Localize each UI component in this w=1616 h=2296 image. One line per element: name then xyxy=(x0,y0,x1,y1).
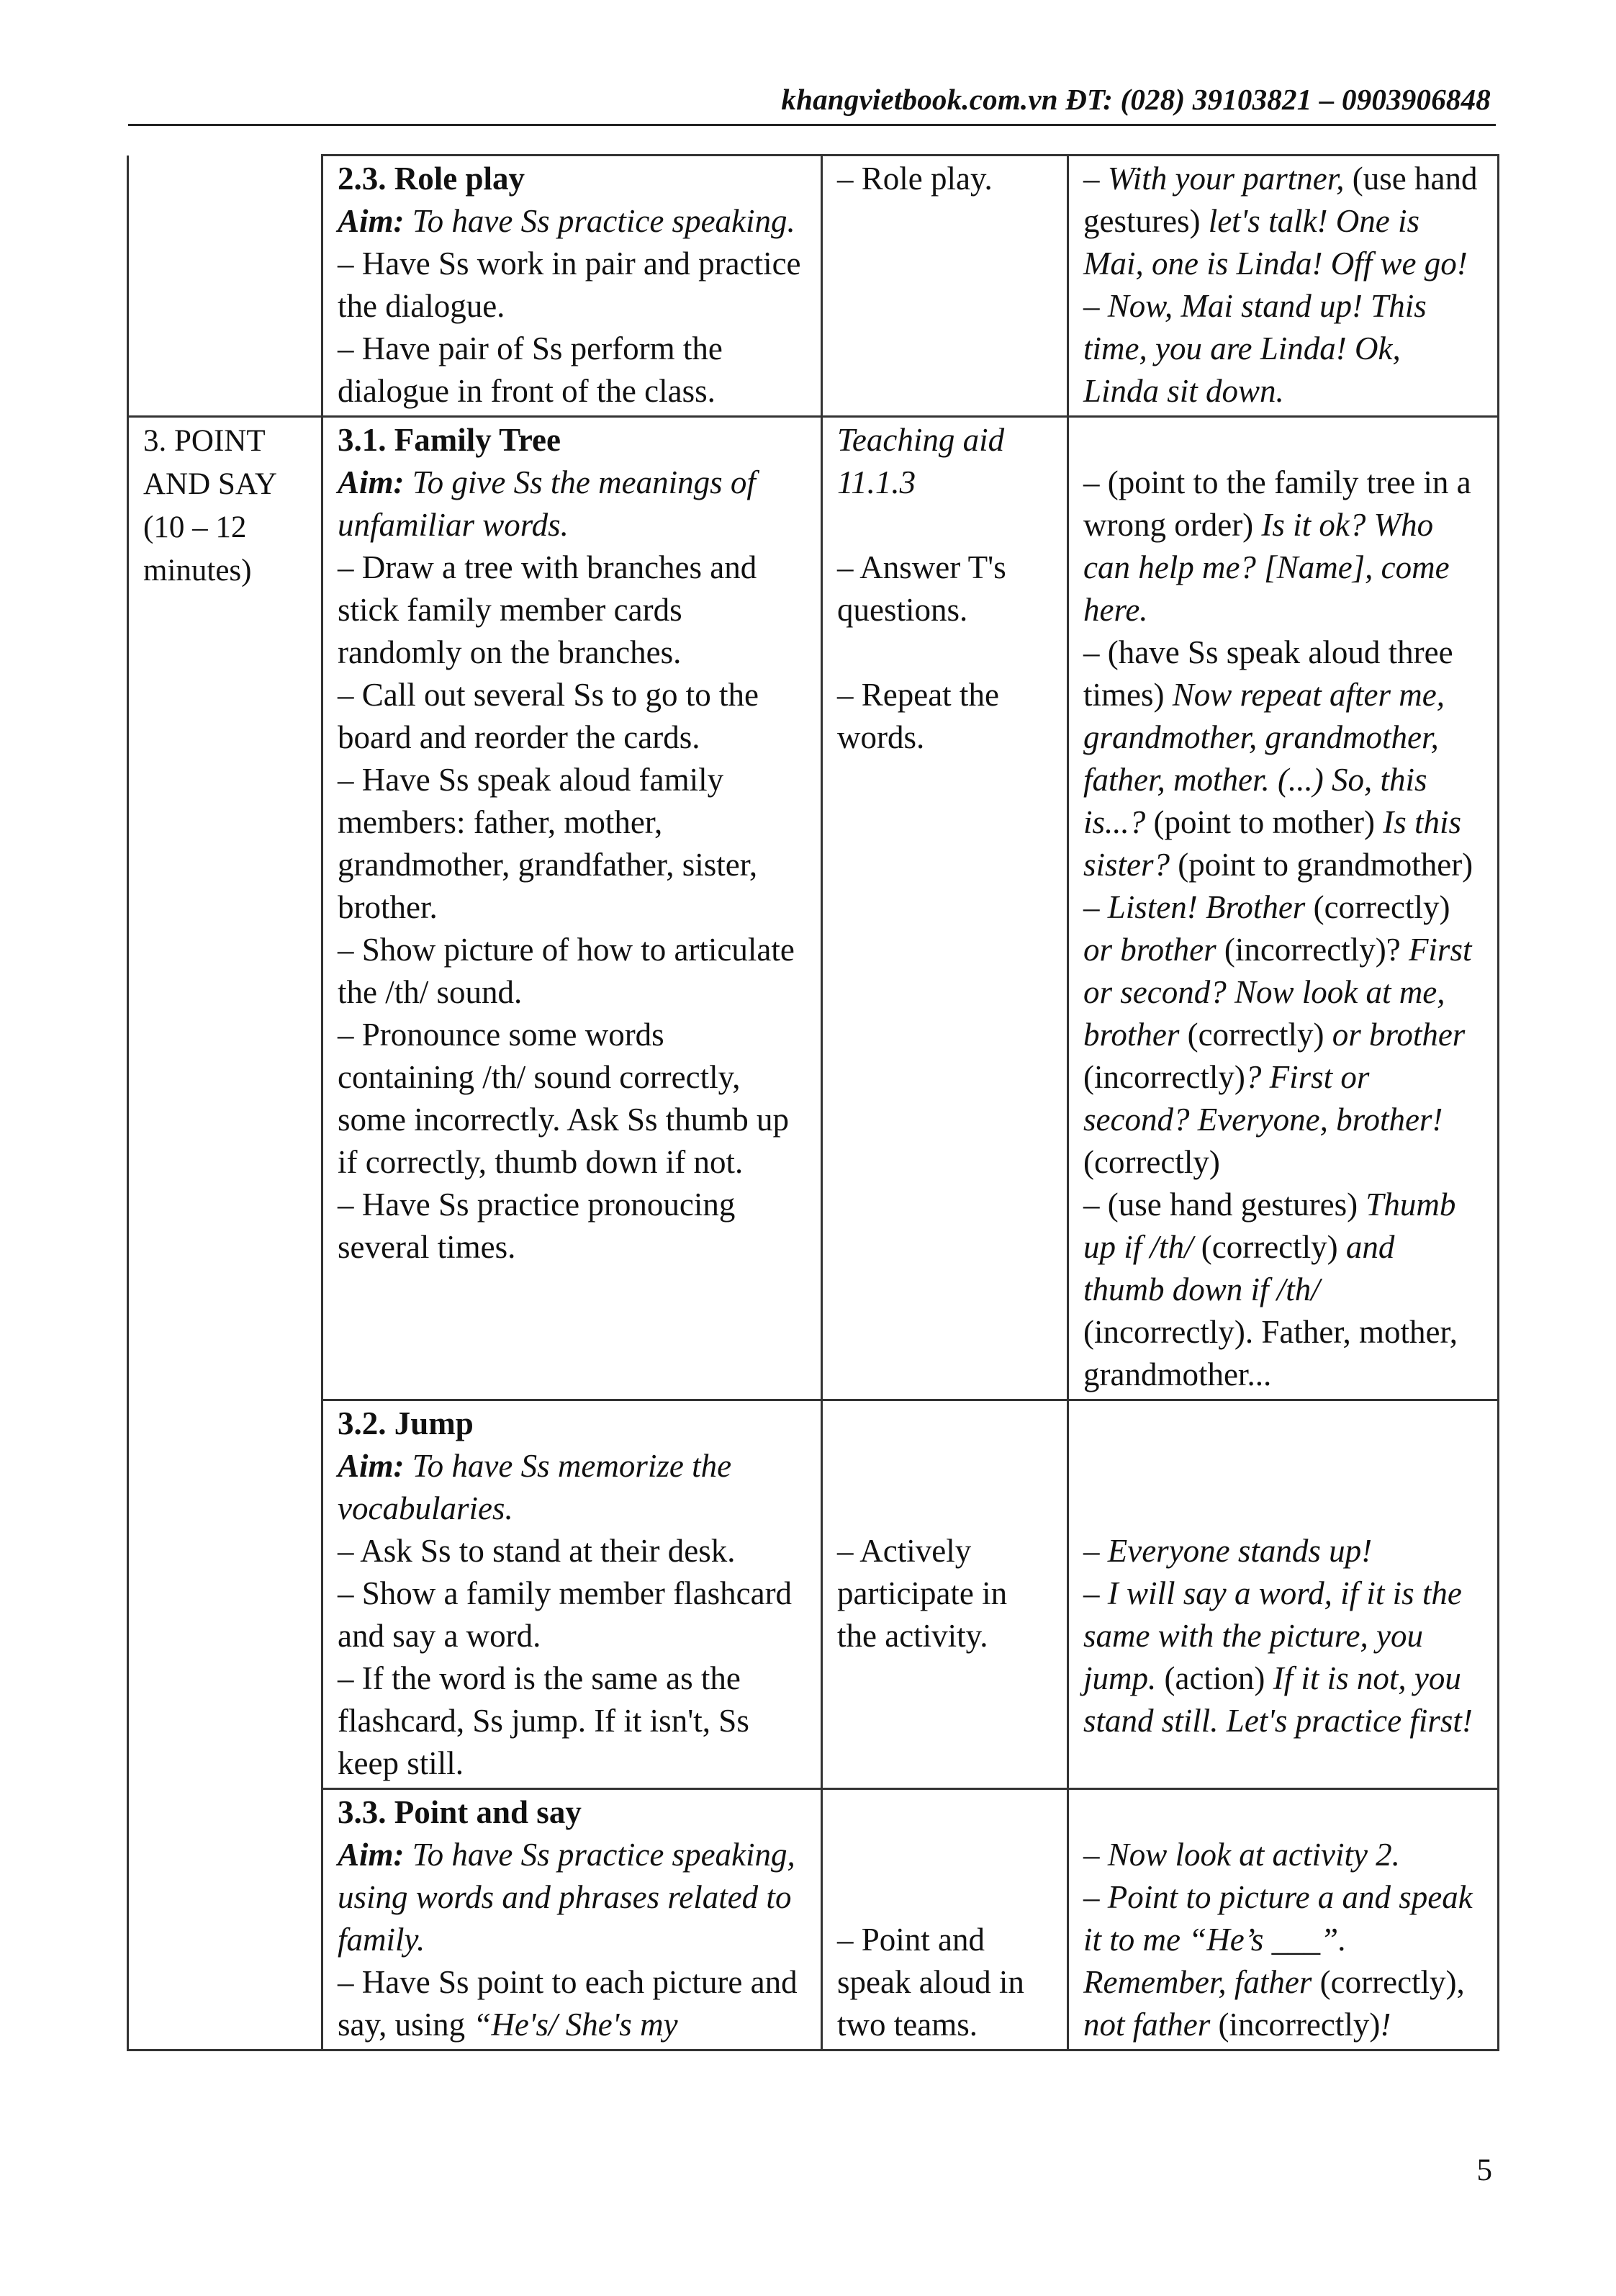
activity-aim: Aim: To have Ss memorize the vocabularies. xyxy=(338,1448,732,1526)
activity-aim: Aim: To have Ss practice speaking. xyxy=(338,203,795,239)
language-line: – Now, Mai stand up! This time, you are Linda! Ok, Linda sit down. xyxy=(1083,288,1427,409)
student-step: – Repeat the words. xyxy=(837,677,999,755)
language-line: – (point to the family tree in a wrong order) Is it ok? Who can help me? [Name], come here. xyxy=(1083,464,1471,628)
teacher-activity-cell xyxy=(322,1400,822,1789)
language-cell xyxy=(1068,1789,1499,2050)
teacher-step: – Have Ss practice pronoucing several times. xyxy=(338,1187,736,1265)
page-number: 5 xyxy=(1476,2153,1492,2187)
page-header: khangvietbook.com.vn ĐT: (028) 39103821 – 0903906848 xyxy=(781,83,1491,116)
activity-title: 3.2. Jump xyxy=(338,1405,474,1441)
stage-label: 3. POINT AND SAY (10 – 12 minutes) xyxy=(143,424,277,587)
language-line: – Listen! Brother (correctly) or brother (incorrectly)? First or second? Now look at me, brother (correctly) or brother (incorrectly)? First or second? Everyone, brother! (correctly) xyxy=(1083,889,1472,1180)
activity-title: 3.3. Point and say xyxy=(338,1794,582,1830)
teacher-step: – Have Ss work in pair and practice the dialogue. xyxy=(338,246,801,324)
language-line: – (use hand gestures) Thumb up if /th/ (correctly) and thumb down if /th/ (incorrectly). Father, mother, grandmother... xyxy=(1083,1187,1458,1392)
language-cell xyxy=(1068,417,1499,1400)
language-line: – (have Ss speak aloud three times) Now repeat after me, grandmother, grandmother, father, mother. (...) So, this is...? (point to mother) Is this sister? (point to grandmother) xyxy=(1083,634,1473,883)
teacher-step: – Show picture of how to articulate the /th/ sound. xyxy=(338,932,795,1010)
activity-title: 2.3. Role play xyxy=(338,161,525,197)
teacher-step: – Pronounce some words containing /th/ sound correctly, some incorrectly. Ask Ss thumb up if correctly, thumb down if not. xyxy=(338,1017,790,1180)
student-activity-cell xyxy=(822,1400,1068,1789)
student-step: – Point and speak aloud in two teams. xyxy=(837,1922,1024,2043)
teacher-activity-cell xyxy=(322,417,822,1400)
language-cell xyxy=(1068,156,1499,417)
teacher-activity-cell xyxy=(322,156,822,417)
teacher-step: – If the word is the same as the flashcard, Ss jump. If it isn't, Ss keep still. xyxy=(338,1660,749,1781)
language-line: – Now look at activity 2. xyxy=(1083,1837,1400,1873)
teacher-step: – Ask Ss to stand at their desk. xyxy=(338,1533,736,1569)
table-row xyxy=(128,1789,1499,2050)
student-activity-cell xyxy=(822,417,1068,1400)
lesson-plan-table xyxy=(127,154,1499,2051)
teacher-step: – Call out several Ss to go to the board and reorder the cards. xyxy=(338,677,759,755)
language-line: – I will say a word, if it is the same with the picture, you jump. (action) If it is not, you stand still. Let's practice first! xyxy=(1083,1575,1473,1739)
teacher-activity-cell xyxy=(322,1789,822,2050)
teacher-step: – Have Ss point to each picture and say, using “He's/ She's my xyxy=(338,1964,798,2043)
student-step: – Role play. xyxy=(837,161,993,197)
stage-cell xyxy=(128,156,322,417)
activity-aim: Aim: To have Ss practice speaking, using words and phrases related to family. xyxy=(338,1837,795,1958)
teaching-aid: Teaching aid 11.1.3 xyxy=(837,422,1005,500)
student-step: – Answer T's questions. xyxy=(837,549,1006,628)
teacher-step: – Have Ss speak aloud family members: father, mother, grandmother, grandfather, sister, brother. xyxy=(338,762,758,925)
teacher-step: – Show a family member flashcard and say a word. xyxy=(338,1575,793,1654)
language-cell xyxy=(1068,1400,1499,1789)
student-activity-cell xyxy=(822,156,1068,417)
language-line: – Everyone stands up! xyxy=(1083,1533,1373,1569)
language-line: – With your partner, (use hand gestures) let's talk! One is Mai, one is Linda! Off we go! xyxy=(1083,161,1478,282)
student-activity-cell xyxy=(822,1789,1068,2050)
header-rule xyxy=(128,124,1496,126)
activity-title: 3.1. Family Tree xyxy=(338,422,561,458)
table-row xyxy=(128,417,1499,1400)
activity-aim: Aim: To give Ss the meanings of unfamiliar words. xyxy=(338,464,756,543)
stage-cell xyxy=(128,417,322,2050)
student-step: – Actively participate in the activity. xyxy=(837,1533,1008,1654)
table-row xyxy=(128,1400,1499,1789)
language-line: – Point to picture a and speak it to me “He’s ___”. Remember, father (correctly), not father (incorrectly)! xyxy=(1083,1879,1473,2043)
teacher-step: – Have pair of Ss perform the dialogue in front of the class. xyxy=(338,330,723,409)
table-row xyxy=(128,156,1499,417)
teacher-step: – Draw a tree with branches and stick family member cards randomly on the branches. xyxy=(338,549,757,670)
